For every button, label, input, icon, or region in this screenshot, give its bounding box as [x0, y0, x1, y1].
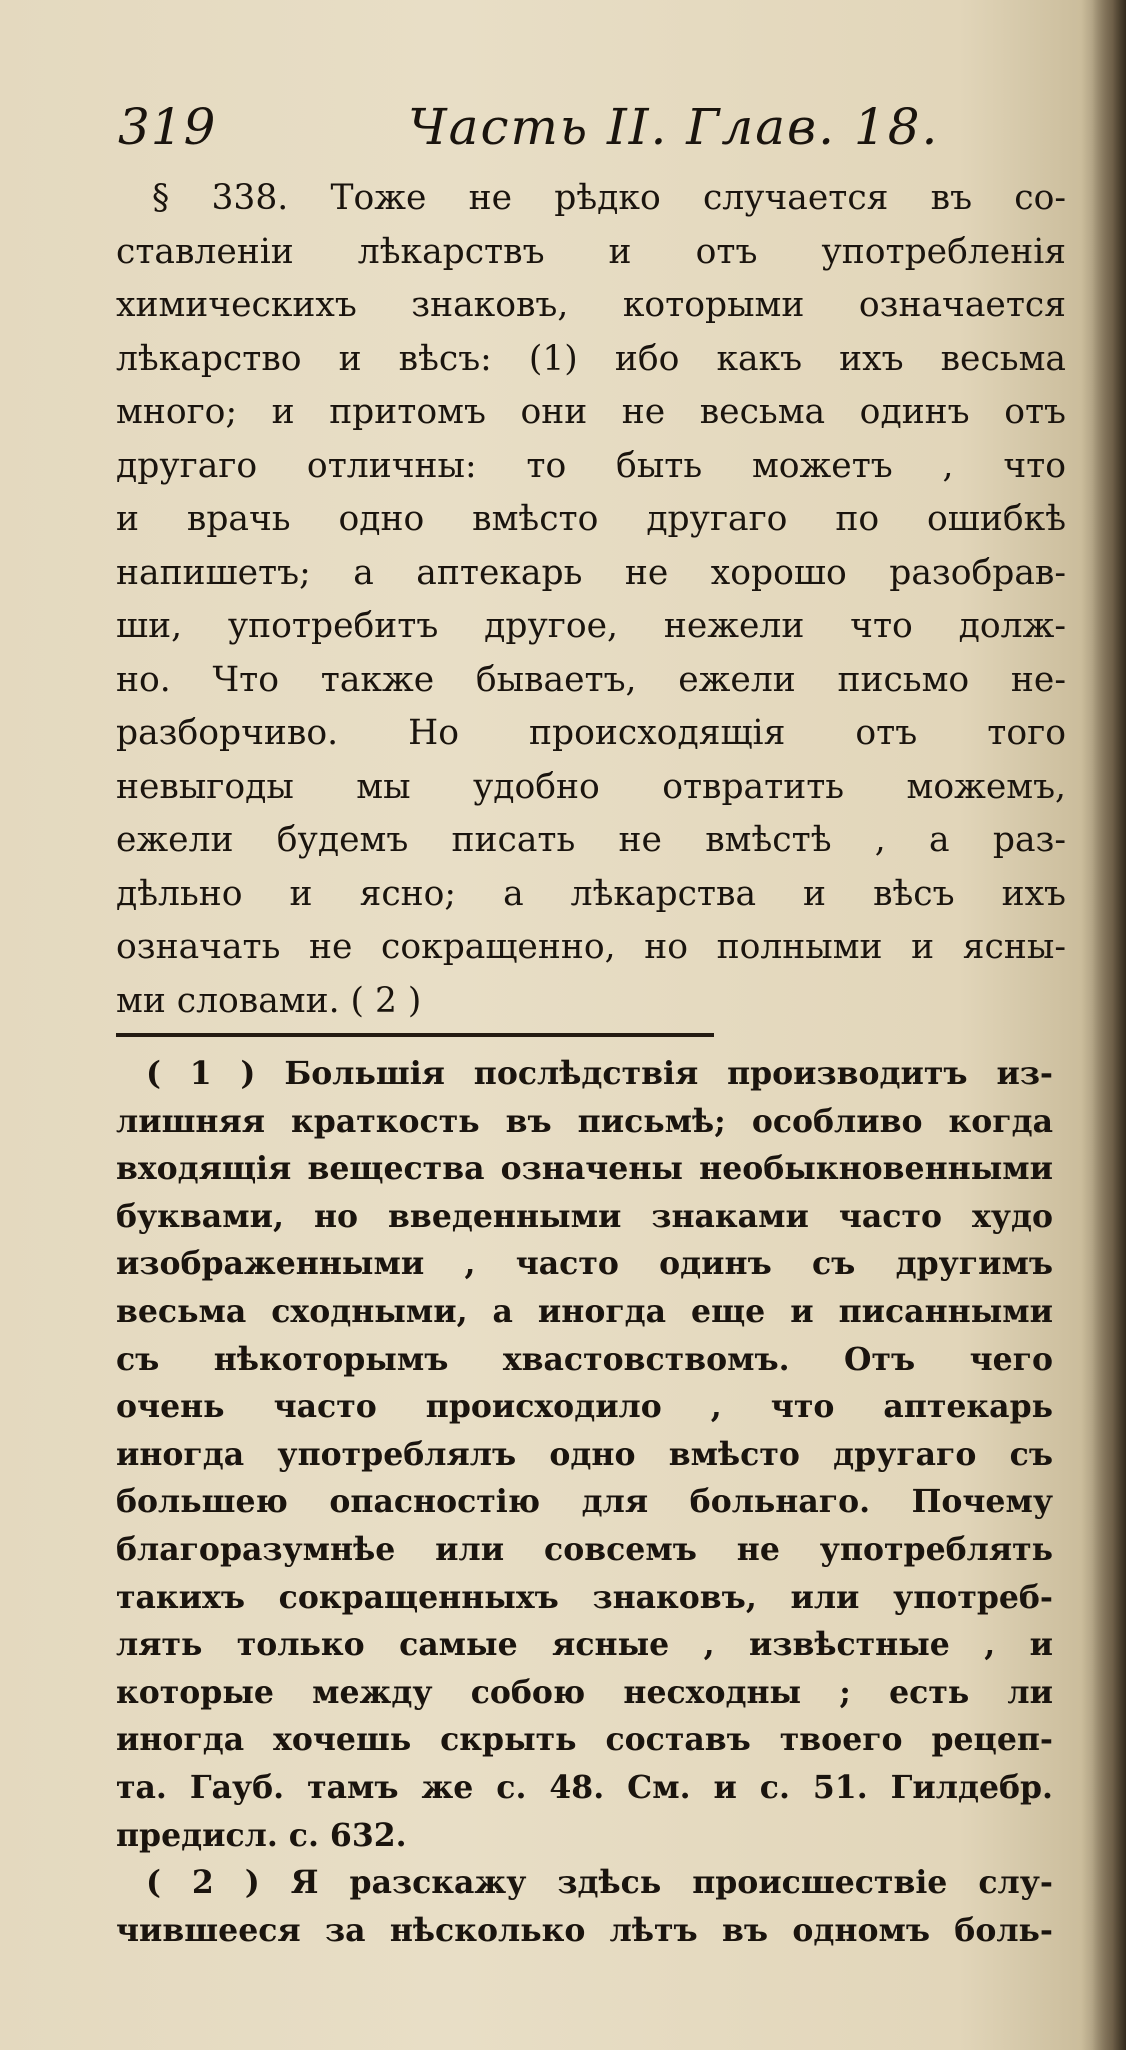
footnote-line: съ нѣкоторымъ хвастовствомъ. Отъ чего: [116, 1340, 1053, 1378]
footnote-line: ( 1 ) Большія послѣдствія производитъ из-: [146, 1055, 1053, 1092]
footnote-line: лять только самые ясные , извѣстные , и: [116, 1626, 1053, 1664]
footnote-line: та. Гауб. тамъ же с. 48. См. и с. 51. Гилдебр.: [116, 1768, 1053, 1806]
footnote-line: благоразумнѣе или совсемъ не употреблять: [116, 1530, 1053, 1568]
body-line: дѣльно и ясно; а лѣкарства и вѣсъ ихъ: [116, 873, 1066, 914]
footnote-line: предисл. с. 632.: [116, 1816, 407, 1854]
body-line: напишетъ; а аптекарь не хорошо разобрав-: [116, 552, 1066, 593]
body-line: невыгоды мы удобно отвратить можемъ,: [116, 766, 1066, 807]
footnotes: [116, 1050, 1053, 1954]
body-line: много; и притомъ они не весьма одинъ отъ: [116, 392, 1066, 432]
footnote-line: лишняя краткость въ письмѣ; особливо когда: [116, 1102, 1053, 1140]
footnote-line: очень часто происходило , что аптекарь: [116, 1388, 1053, 1426]
main-paragraph: [116, 172, 1066, 1028]
footnote-line: иногда хочешь скрыть составъ твоего рецеп-: [116, 1721, 1053, 1759]
body-line: ми словами. ( 2 ): [116, 980, 422, 1021]
footnote-line: большею опасностію для больнаго. Почему: [116, 1483, 1053, 1521]
page-edge-shadow: [1092, 0, 1126, 2050]
footnote-line: иногда употреблялъ одно вмѣсто другаго съ: [116, 1435, 1053, 1473]
body-line: ежели будемъ писать не вмѣстѣ , а раз-: [116, 820, 1066, 860]
body-line: химическихъ знаковъ, которыми означается: [116, 285, 1066, 325]
body-line: лѣкарство и вѣсъ: (1) ибо какъ ихъ весьма: [116, 338, 1066, 379]
footnote-line: буквами, но введенными знаками часто худо: [116, 1197, 1053, 1235]
footnote-line: весьма сходными, а иногда еще и писанными: [116, 1292, 1053, 1330]
footnote-line: ( 2 ) Я разскажу здѣсь происшествіе слу-: [146, 1864, 1053, 1902]
body-line: другаго отличны: то быть можетъ , что: [116, 445, 1066, 486]
footnote-divider: [116, 1033, 714, 1037]
body-line: но. Что также бываетъ, ежели письмо не-: [116, 659, 1066, 700]
body-line: § 338. Тоже не рѣдко случается въ со-: [152, 178, 1066, 218]
body-line: и врачь одно вмѣсто другаго по ошибкѣ: [116, 499, 1066, 539]
body-line: разборчиво. Но происходящія отъ того: [116, 713, 1066, 753]
page-number: 319: [118, 98, 217, 156]
footnote-line: такихъ сокращенныхъ знаковъ, или употреб-: [116, 1578, 1053, 1616]
body-line: ши, употребитъ другое, нежели что долж-: [116, 606, 1066, 646]
footnote-line: которые между собою несходны ; есть ли: [116, 1673, 1053, 1711]
running-head: Часть II. Глав. 18.: [408, 98, 940, 156]
footnote-line: изображенными , часто одинъ съ другимъ: [116, 1245, 1053, 1283]
footnote-line: входящія вещества означены необыкновенными: [116, 1150, 1053, 1188]
body-line: ставленіи лѣкарствъ и отъ употребленія: [116, 231, 1066, 272]
page-header: [118, 98, 1048, 168]
body-line: означать не сокращенно, но полными и ясны-: [116, 927, 1066, 967]
footnote-line: чившееся за нѣсколько лѣтъ въ одномъ боль-: [116, 1911, 1053, 1949]
